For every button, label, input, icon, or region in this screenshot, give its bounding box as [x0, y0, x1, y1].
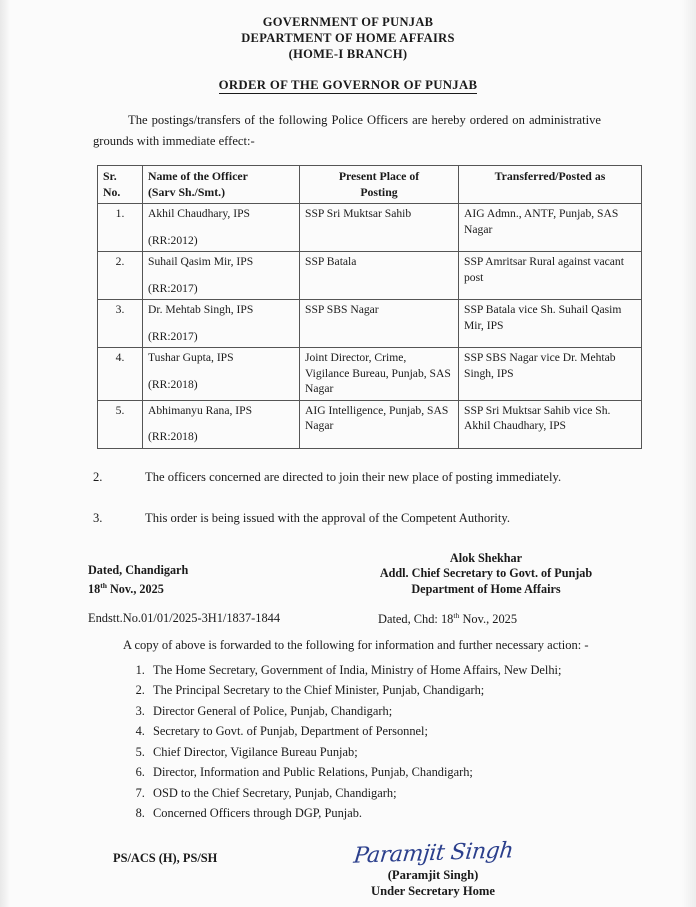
table-row: [98, 252, 642, 300]
dated-day: 18: [88, 581, 101, 596]
clause-2-text: The officers concerned are directed to join their new place of posting immediately.: [145, 469, 562, 484]
table-row: [98, 400, 642, 448]
cell-transferred-posting: SSP Batala vice Sh. Suhail Qasim Mir, IPS: [459, 300, 642, 348]
signatory-details: [340, 551, 632, 598]
postings-table: [97, 165, 642, 449]
table-row: [98, 204, 642, 252]
bottom-signature-block: [0, 837, 696, 899]
table-row: [98, 348, 642, 401]
cell-transferred-posting: SSP SBS Nagar vice Dr. Mehtab Singh, IPS: [459, 348, 642, 401]
list-item: 2. The Principal Secretary to the Chief Minister, Punjab, Chandigarh;: [148, 681, 696, 701]
endorsement-date-rest: Nov., 2025: [459, 611, 518, 626]
dated-place: Dated, Chandigarh: [88, 562, 189, 577]
officer-name-text: Dr. Mehtab Singh, IPS: [148, 303, 254, 316]
dated-date: [88, 578, 188, 597]
table-row: [98, 300, 642, 348]
col-header-name-line2: (Sarv Sh./Smt.): [148, 184, 226, 199]
cell-officer-name: [143, 300, 300, 348]
cell-present-posting: SSP SBS Nagar: [300, 300, 459, 348]
intro-paragraph: The postings/transfers of the following Police Officers are hereby ordered on administrative grounds with immediate effect:-: [93, 113, 601, 148]
col-header-sr-no: [98, 166, 143, 204]
cell-present-posting: AIG Intelligence, Punjab, SAS Nagar: [300, 400, 459, 448]
govt-heading-line1: GOVERNMENT OF PUNJAB: [262, 15, 434, 29]
dated-day-suffix: th: [100, 580, 107, 590]
cell-present-posting: Joint Director, Crime, Vigilance Bureau, Punjab, SAS Nagar: [300, 348, 459, 401]
officer-rr-year: (RR:2017): [148, 281, 198, 295]
clause-2: [93, 467, 601, 488]
endorsement-date-prefix: Dated, Chd: 18: [378, 611, 454, 626]
table-header-row: [98, 166, 642, 204]
cell-sr-no: 4.: [98, 348, 143, 401]
cell-present-posting: SSP Sri Muktsar Sahib: [300, 204, 459, 252]
endorsement-number: Endstt.No.01/01/2025-3H1/1837-1844: [88, 610, 281, 625]
cell-sr-no: 3.: [98, 300, 143, 348]
officer-rr-year: (RR:2017): [148, 329, 198, 343]
dated-chandigarh: [88, 563, 188, 597]
signatory-block: [0, 551, 696, 607]
clause-2-number: 2.: [93, 469, 103, 484]
table-body: [98, 204, 642, 449]
order-title: [0, 78, 696, 93]
col-header-name: [143, 166, 300, 204]
col-header-name-line1: Name of the Officer: [148, 169, 248, 183]
footer-note: PS/ACS (H), PS/SH: [113, 851, 218, 865]
under-secretary-designation: Under Secretary Home: [370, 883, 496, 898]
endorsement-row: [0, 611, 696, 631]
copy-forwarded-paragraph: A copy of above is forwarded to the following for information and further necessary action: -: [123, 637, 589, 652]
table-head: [98, 166, 642, 204]
list-item: 7. OSD to the Chief Secretary, Punjab, Chandigarh;: [148, 784, 696, 804]
officer-name-text: Abhimanyu Rana, IPS: [148, 403, 253, 417]
distribution-list: [0, 661, 696, 824]
list-item: 6. Director, Information and Public Relations, Punjab, Chandigarh;: [148, 763, 696, 783]
officer-name-text: Tushar Gupta, IPS: [148, 351, 234, 364]
list-item: 1. The Home Secretary, Government of India, Ministry of Home Affairs, New Delhi;: [148, 661, 696, 681]
cell-transferred-posting: SSP Sri Muktsar Sahib vice Sh. Akhil Chaudhary, IPS: [459, 400, 642, 448]
list-item: 4. Secretary to Govt. of Punjab, Department of Personnel;: [148, 722, 696, 742]
endorsement-date-suffix: th: [453, 610, 460, 620]
cell-sr-no: 1.: [98, 204, 143, 252]
officer-rr-year: (RR:2018): [148, 430, 198, 443]
order-title-text: ORDER OF THE GOVERNOR OF PUNJAB: [218, 78, 478, 92]
officer-rr-year: (RR:2018): [148, 377, 198, 391]
col-header-present-line1: Present Place of: [338, 169, 420, 183]
cell-officer-name: [143, 348, 300, 401]
cell-sr-no: 5.: [98, 400, 143, 448]
clause-3-number: 3.: [93, 510, 103, 525]
officer-name-text: Akhil Chaudhary, IPS: [148, 207, 250, 220]
list-item: 8. Concerned Officers through DGP, Punjab.: [148, 804, 696, 824]
clause-3: [93, 508, 601, 529]
col-header-sr-line2: No.: [103, 184, 121, 199]
govt-heading-line3: (HOME-I BRANCH): [288, 47, 408, 61]
list-item: 5. Chief Director, Vigilance Bureau Punjab;: [148, 743, 696, 763]
signatory-department: Department of Home Affairs: [411, 581, 561, 596]
cell-transferred-posting: AIG Admn., ANTF, Punjab, SAS Nagar: [459, 204, 642, 252]
cell-officer-name: [143, 400, 300, 448]
signatory-designation: Addl. Chief Secretary to Govt. of Punjab: [379, 566, 593, 580]
cell-present-posting: SSP Batala: [300, 252, 459, 300]
clause-3-text: This order is being issued with the approval of the Competent Authority.: [145, 510, 511, 525]
govt-heading-line2: DEPARTMENT OF HOME AFFAIRS: [241, 31, 455, 45]
cell-transferred-posting: SSP Amritsar Rural against vacant post: [459, 252, 642, 300]
officer-rr-year: (RR:2012): [148, 233, 198, 247]
cell-sr-no: 2.: [98, 252, 143, 300]
handwritten-signature: Paramjit Singh: [352, 837, 515, 869]
col-header-sr-line1: Sr.: [103, 169, 117, 183]
col-header-present-posting: [300, 166, 459, 204]
under-secretary-name: (Paramjit Singh): [387, 867, 479, 882]
dated-month-year: Nov., 2025: [106, 581, 164, 596]
cell-officer-name: [143, 204, 300, 252]
col-header-transferred: Transferred/Posted as: [459, 166, 642, 204]
officer-name-text: Suhail Qasim Mir, IPS: [148, 255, 254, 268]
signatory-name: Alok Shekhar: [449, 550, 523, 565]
endorsement-date: [378, 611, 517, 627]
cell-officer-name: [143, 252, 300, 300]
col-header-present-line2: Posting: [360, 184, 398, 199]
list-item: 3. Director General of Police, Punjab, Chandigarh;: [148, 702, 696, 722]
